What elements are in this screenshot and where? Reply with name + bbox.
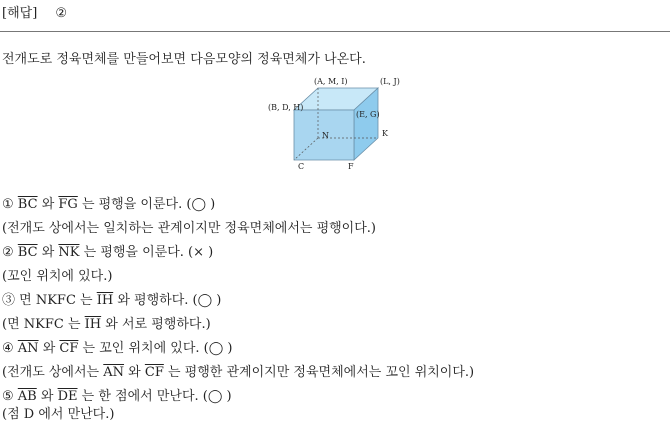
vertex-label-f: F — [348, 162, 354, 171]
segment: $\overline{CF}$ — [144, 365, 164, 380]
item-text: 는 꼬인 위치에 있다. (◯ ) — [82, 341, 233, 356]
item-number: ⑤ — [2, 389, 14, 404]
item-2-note: (꼬인 위치에 있다.) — [2, 269, 113, 284]
segment: $\overline{DE}$ — [57, 389, 78, 404]
item-1 — [2, 193, 215, 212]
segment: $\overline{AN}$ — [103, 365, 125, 380]
segment: $\overline{FG}$ — [58, 197, 78, 212]
item-text: 면 NKFC 는 — [19, 293, 93, 308]
segment: $\overline{BC}$ — [17, 245, 38, 260]
intro-text: 전개도로 정육면체를 만들어보면 다음모양의 정육면체가 나온다. — [2, 52, 366, 67]
item-4-note — [2, 361, 474, 380]
item-number: ② — [2, 245, 14, 260]
cube-figure — [262, 72, 422, 172]
note-text: 는 평행한 관계이지만 정육면체에서는 꼬인 위치이다.) — [167, 365, 475, 380]
conjunction: 와 — [40, 389, 54, 404]
segment: $\overline{AN}$ — [17, 341, 39, 356]
item-number: ④ — [2, 341, 14, 356]
item-number: ① — [2, 197, 14, 212]
item-text: 와 평행하다. (◯ ) — [117, 293, 222, 308]
vertex-label-top-left-front: (B, D, H) — [268, 103, 304, 112]
conjunction: 와 — [128, 365, 141, 380]
note-text: (전개도 상에서는 — [2, 365, 100, 380]
item-text: 는 평행을 이룬다. (× ) — [83, 245, 214, 260]
item-text: 는 평행을 이룬다. (◯ ) — [81, 197, 216, 212]
item-3-note — [2, 313, 211, 332]
item-5 — [2, 385, 232, 404]
conjunction: 와 — [42, 341, 56, 356]
item-5-note: (점 D 에서 만난다.) — [2, 407, 115, 422]
item-number: ③ — [2, 293, 16, 308]
item-4 — [2, 337, 232, 356]
vertex-label-top-left-back: (A, M, I) — [314, 77, 348, 86]
item-2 — [2, 241, 213, 260]
item-3 — [2, 289, 221, 308]
divider — [0, 31, 670, 32]
vertex-label-top-right-front: (E, G) — [356, 110, 380, 119]
segment: $\overline{BC}$ — [17, 197, 38, 212]
note-text: 와 서로 평행하다.) — [105, 317, 211, 332]
answer-label: [해답] — [2, 6, 38, 21]
vertex-label-k: K — [382, 129, 388, 138]
item-text: 는 한 점에서 만난다. (◯ ) — [81, 389, 232, 404]
note-text: (면 NKFC 는 — [2, 317, 81, 332]
segment: $\overline{IH}$ — [96, 293, 114, 308]
vertex-label-top-right-back: (L, J) — [380, 77, 400, 86]
segment: $\overline{NK}$ — [58, 245, 80, 260]
answer-header — [2, 2, 81, 21]
segment: $\overline{CF}$ — [59, 341, 79, 356]
vertex-label-n: N — [322, 131, 329, 140]
item-1-note: (전개도 상에서는 일치하는 관계이지만 정육면체에서는 평행이다.) — [2, 221, 377, 236]
answer-choice: ② — [55, 6, 68, 21]
segment: $\overline{IH}$ — [84, 317, 102, 332]
conjunction: 와 — [41, 245, 55, 260]
segment: $\overline{AB}$ — [17, 389, 37, 404]
conjunction: 와 — [41, 197, 55, 212]
vertex-label-c: C — [298, 162, 305, 171]
